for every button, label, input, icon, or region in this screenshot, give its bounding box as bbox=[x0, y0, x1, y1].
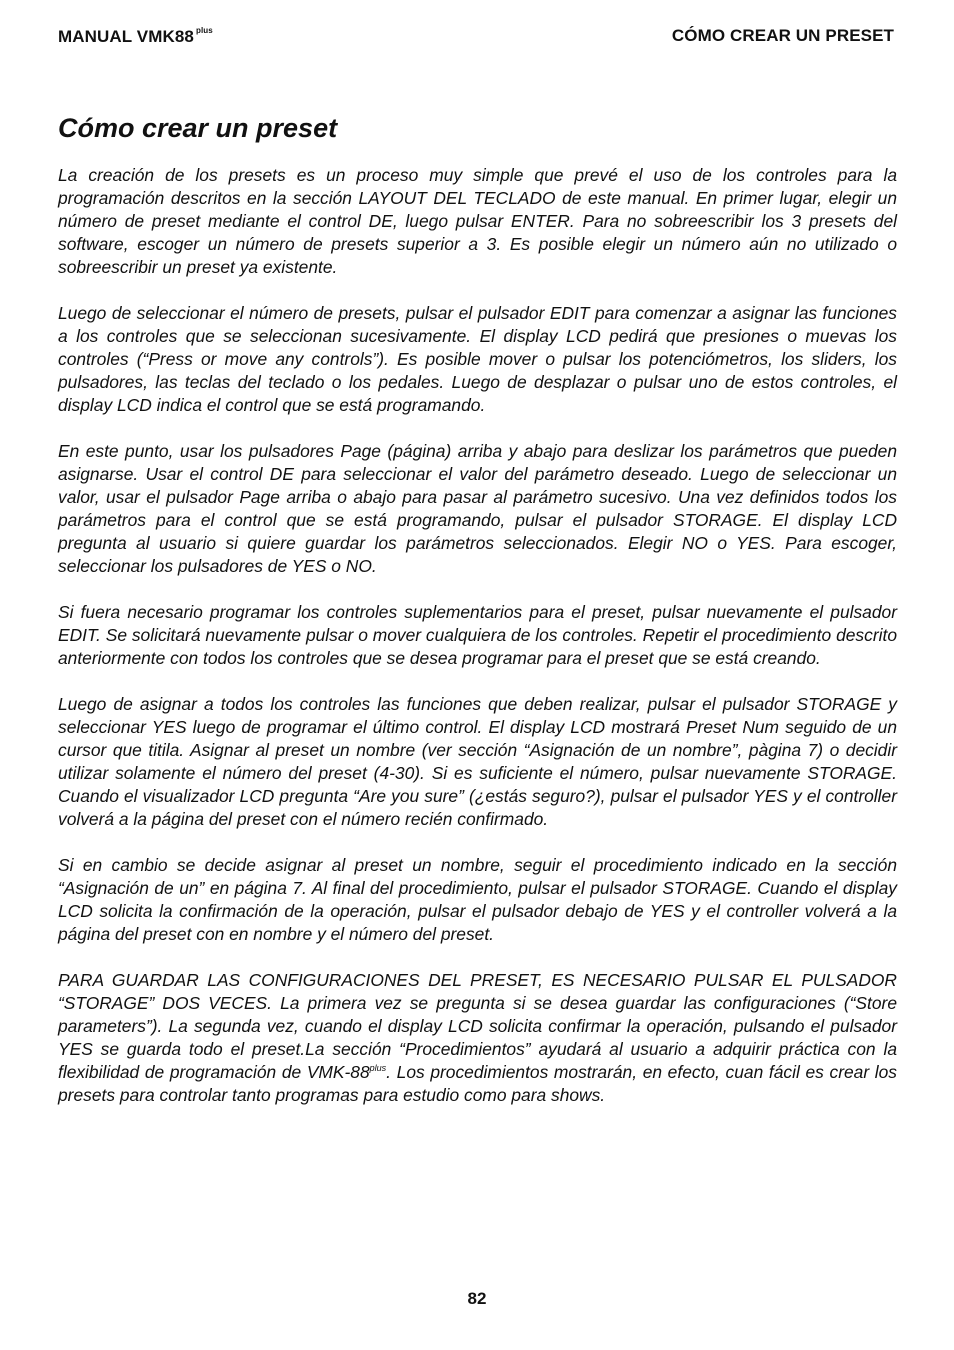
header-manual-name: MANUAL VMK88 bbox=[58, 27, 194, 46]
paragraph-save-twice-end: . Los procedimientos mostrarán, en efecto, cuan fácil es crear los presets para controlar tanto programas para estudio como para shows. bbox=[58, 1062, 898, 1105]
paragraph-intro: La creación de los presets es un proceso muy simple que prevé el uso de los controles para la programación descritos en la sección LAYOUT DEL TECLADO de este manual. En primer lugar, elegir un número de preset mediante el control DE, luego pulsar ENTER. Para no sobreescribir los 3 presets del software, escoger un número de presets superior a 3. Es posible elegir un número aún no utilizado o sobreescribir un preset ya existente. bbox=[58, 165, 897, 277]
page-header bbox=[58, 26, 894, 50]
paragraph-naming: Si en cambio se decide asignar al preset un nombre, seguir el procedimiento indicado en la sección “Asignación de un” en página 7. Al final del procedimiento, pulsar el pulsador STORAGE. Cuando el display LCD solicita la confirmación de la operación, pulsar el pulsador debajo de YES y el controller volverá a la página del preset con en nombre y el número del preset. bbox=[58, 855, 897, 944]
paragraph-edit: Luego de seleccionar el número de presets, pulsar el pulsador EDIT para comenzar a asignar las funciones a los controles que se seleccionan sucesivamente. El display LCD pedirá que presiones o muevas los controles (“Press or move any controls”). Es posible mover o pulsar los potenciómetros, los sliders, los pulsadores, las teclas del teclado o los pedales. Luego de desplazar o pulsar uno de estos controles, el display LCD indica el control que se está programando. bbox=[58, 303, 897, 415]
paragraph-save-twice-text: PARA GUARDAR LAS CONFIGURACIONES DEL PRESET, ES NECESARIO PULSAR EL PULSADOR “STORAGE” DOS VECES. La primera vez se pregunta si se desea guardar las configuraciones (“Store parameters”). La segunda vez, cuando el display LCD solicita confirmar la operación, pulsando el pulsador YES se guarda todo el preset.La sección “Procedimientos” ayudará al usuario a adquirir práctica con la flexibilidad de programación de VMK-88 bbox=[58, 970, 897, 1082]
page-title: Cómo crear un preset bbox=[58, 113, 338, 143]
paragraph-additional-controls: Si fuera necesario programar los controles suplementarios para el preset, pulsar nuevamente el pulsador EDIT. Se solicitará nuevamente pulsar o mover cualquiera de los controles. Repetir el procedimiento descrito anteriormente con todos los controles que se desea programar para el preset que se está creando. bbox=[58, 602, 897, 668]
body-text bbox=[58, 164, 897, 1130]
header-superscript: plus bbox=[195, 26, 213, 35]
paragraph-save-twice bbox=[58, 969, 897, 1107]
paragraph-storage: Luego de asignar a todos los controles las funciones que deben realizar, pulsar el pulsador STORAGE y seleccionar YES luego de programar el último control. El display LCD mostrará Preset Num seguido de un cursor que titila. Asignar al preset un nombre (ver sección “Asignación de un nombre”, pàgina 7) o decidir utilizar solamente el número del preset (4-30). Si es suficiente el número, pulsar nuevamente STORAGE. Cuando el visualizador LCD pregunta “Are you sure” (¿estás seguro?), pulsar el pulsador YES y el controller volverá a la página del preset con el número recién confirmado. bbox=[58, 694, 897, 829]
header-section-title: CÓMO CREAR UN PRESET bbox=[671, 26, 894, 45]
header-manual-title bbox=[58, 26, 213, 47]
paragraph-superscript: plus bbox=[369, 1063, 387, 1073]
paragraph-page-buttons: En este punto, usar los pulsadores Page (página) arriba y abajo para deslizar los parámetros que pueden asignarse. Usar el control DE para seleccionar el valor del parámetro deseado. Luego de seleccionar un valor, usar el pulsador Page arriba o abajo para pasar al parámetro sucesivo. Una vez definidos todos los parámetros para el control que se está programando, pulsar el pulsador STORAGE. El display LCD pregunta al usuario si quiere guardar los parámetros seleccionados. Elegir NO o YES. Para escoger, seleccionar los pulsadores de YES o NO. bbox=[58, 441, 897, 576]
page-number: 82 bbox=[467, 1289, 487, 1308]
